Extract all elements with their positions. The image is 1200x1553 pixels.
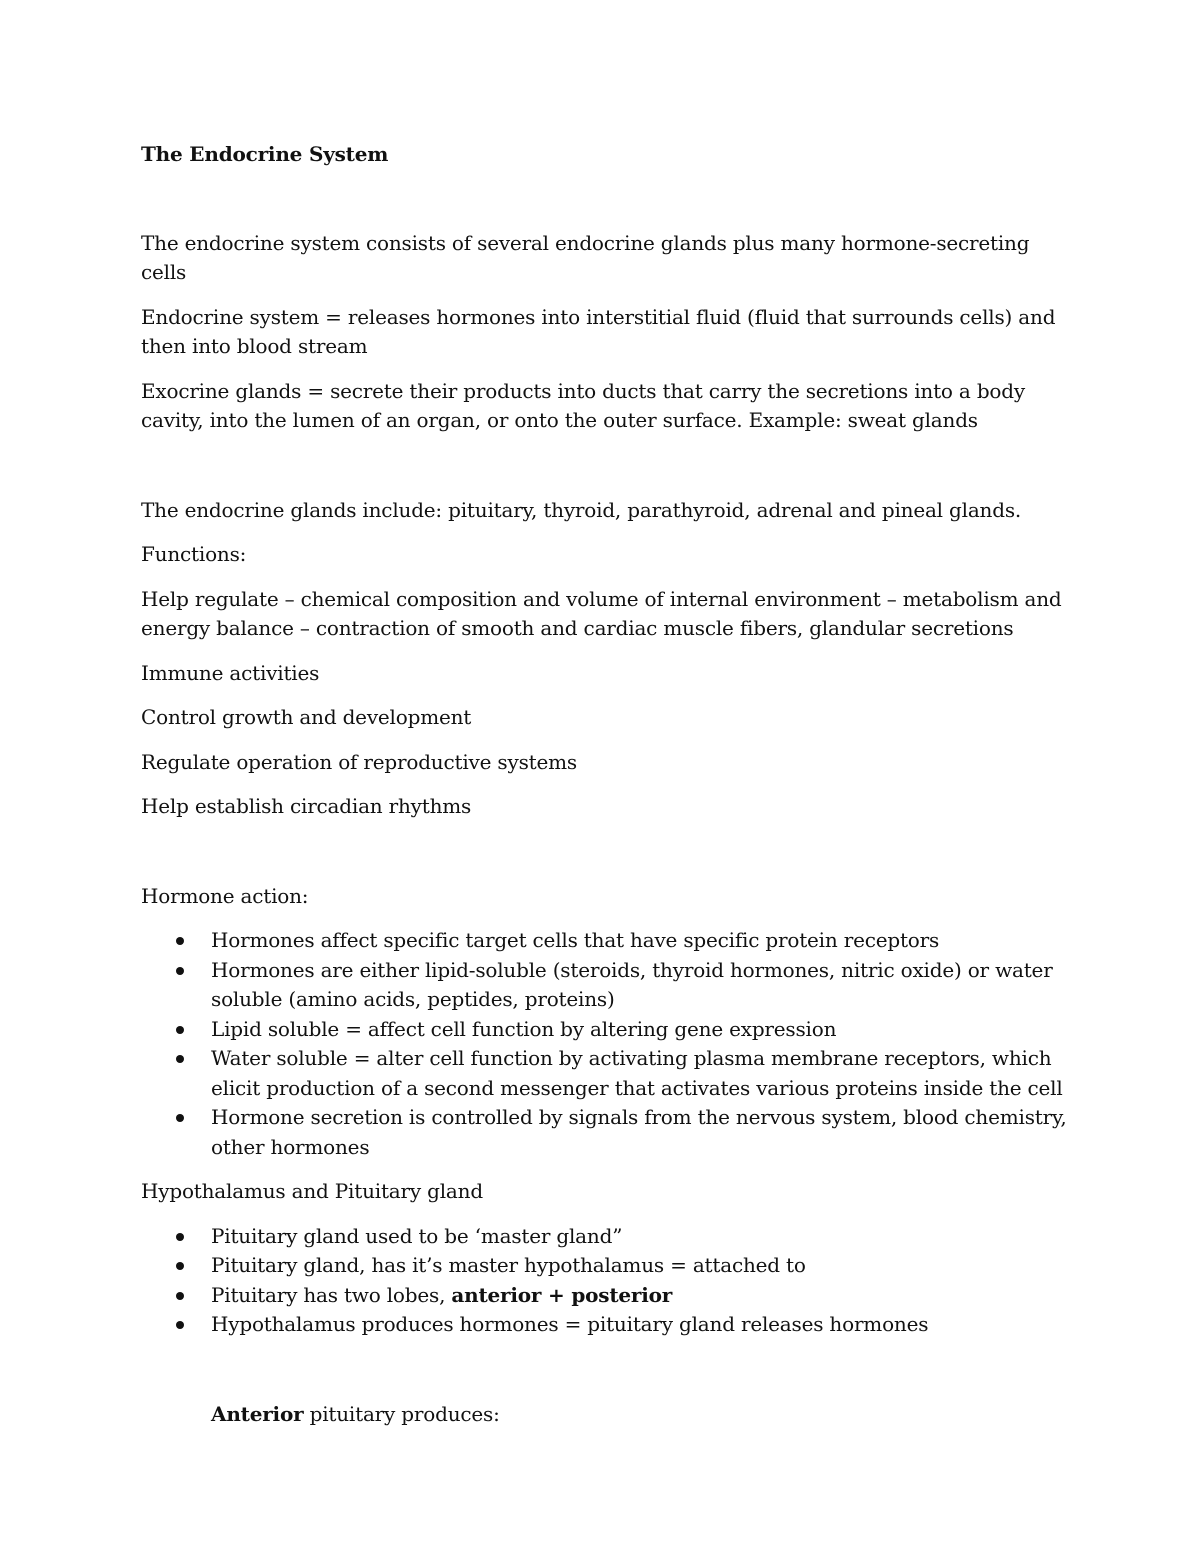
hypothalamus-list <box>141 1222 1071 1340</box>
bullet-icon <box>176 937 184 945</box>
function-item: Regulate operation of reproductive systems <box>141 749 577 774</box>
list-item <box>141 956 1071 1015</box>
list-item-text: Hormone secretion is controlled by signals from the nervous system, blood chemistry, other hormones <box>211 1105 1067 1159</box>
bullet-icon <box>176 1321 184 1329</box>
hormone-action-list <box>141 926 1071 1162</box>
list-item <box>141 1310 1071 1340</box>
bullet-icon <box>176 1055 184 1063</box>
list-item-text: Hypothalamus produces hormones = pituitary gland releases hormones <box>211 1312 929 1336</box>
bullet-icon <box>176 1233 184 1241</box>
anterior-emphasis: Anterior <box>211 1401 304 1426</box>
intro-paragraph: The endocrine system consists of several endocrine glands plus many hormone-secreting cells <box>141 230 1030 284</box>
hypothalamus-heading: Hypothalamus and Pituitary gland <box>141 1179 483 1203</box>
bullet-icon <box>176 1026 184 1034</box>
bullet-icon <box>176 1262 184 1270</box>
list-item-text: Lipid soluble = affect cell function by altering gene expression <box>211 1016 837 1041</box>
list-item-text: Hormones affect specific target cells that have specific protein receptors <box>211 928 940 952</box>
list-item-text: Pituitary gland used to be ‘master gland” <box>211 1223 623 1248</box>
list-item <box>141 926 1071 956</box>
document-title: The Endocrine System <box>141 142 389 166</box>
list-item <box>141 1103 1071 1162</box>
function-item: Immune activities <box>141 660 320 685</box>
list-item <box>141 1044 1071 1103</box>
function-item: Control growth and development <box>141 705 472 729</box>
list-item-text: Water soluble = alter cell function by activating plasma membrane receptors, which elicit production of a second messenger that activates various proteins inside the cell <box>211 1046 1063 1100</box>
list-item <box>141 1251 1071 1281</box>
list-item-text: Pituitary has two lobes, <box>211 1282 452 1307</box>
function-item: Help establish circadian rhythms <box>141 794 472 818</box>
document-page <box>141 140 1071 1444</box>
list-item-text: Pituitary gland, has it’s master hypothalamus = attached to <box>211 1253 806 1277</box>
intro-paragraph: Endocrine system = releases hormones into interstitial fluid (fluid that surrounds cells) and then into blood stream <box>141 304 1056 358</box>
anterior-line <box>141 1400 1071 1430</box>
bullet-icon <box>176 1114 184 1122</box>
anterior-rest: pituitary produces: <box>303 1401 500 1426</box>
list-item <box>141 1281 1071 1311</box>
intro-paragraph: Exocrine glands = secrete their products into ducts that carry the secretions into a body cavity, into the lumen of an organ, or onto the outer surface. Example: sweat glands <box>141 378 1025 432</box>
functions-heading: Functions: <box>141 542 247 566</box>
function-item: Help regulate – chemical composition and volume of internal environment – metabolism and energy balance – contraction of smooth and cardiac muscle fibers, glandular secretions <box>141 586 1062 640</box>
bullet-icon <box>176 1292 184 1300</box>
lobes-emphasis: anterior + posterior <box>451 1282 673 1307</box>
glands-sentence: The endocrine glands include: pituitary, thyroid, parathyroid, adrenal and pineal glands. <box>141 497 1022 522</box>
list-item-text: Hormones are either lipid-soluble (steroids, thyroid hormones, nitric oxide) or water soluble (amino acids, peptides, proteins) <box>211 957 1053 1011</box>
list-item <box>141 1015 1071 1045</box>
list-item <box>141 1222 1071 1252</box>
bullet-icon <box>176 967 184 975</box>
hormone-action-heading: Hormone action: <box>141 883 309 908</box>
